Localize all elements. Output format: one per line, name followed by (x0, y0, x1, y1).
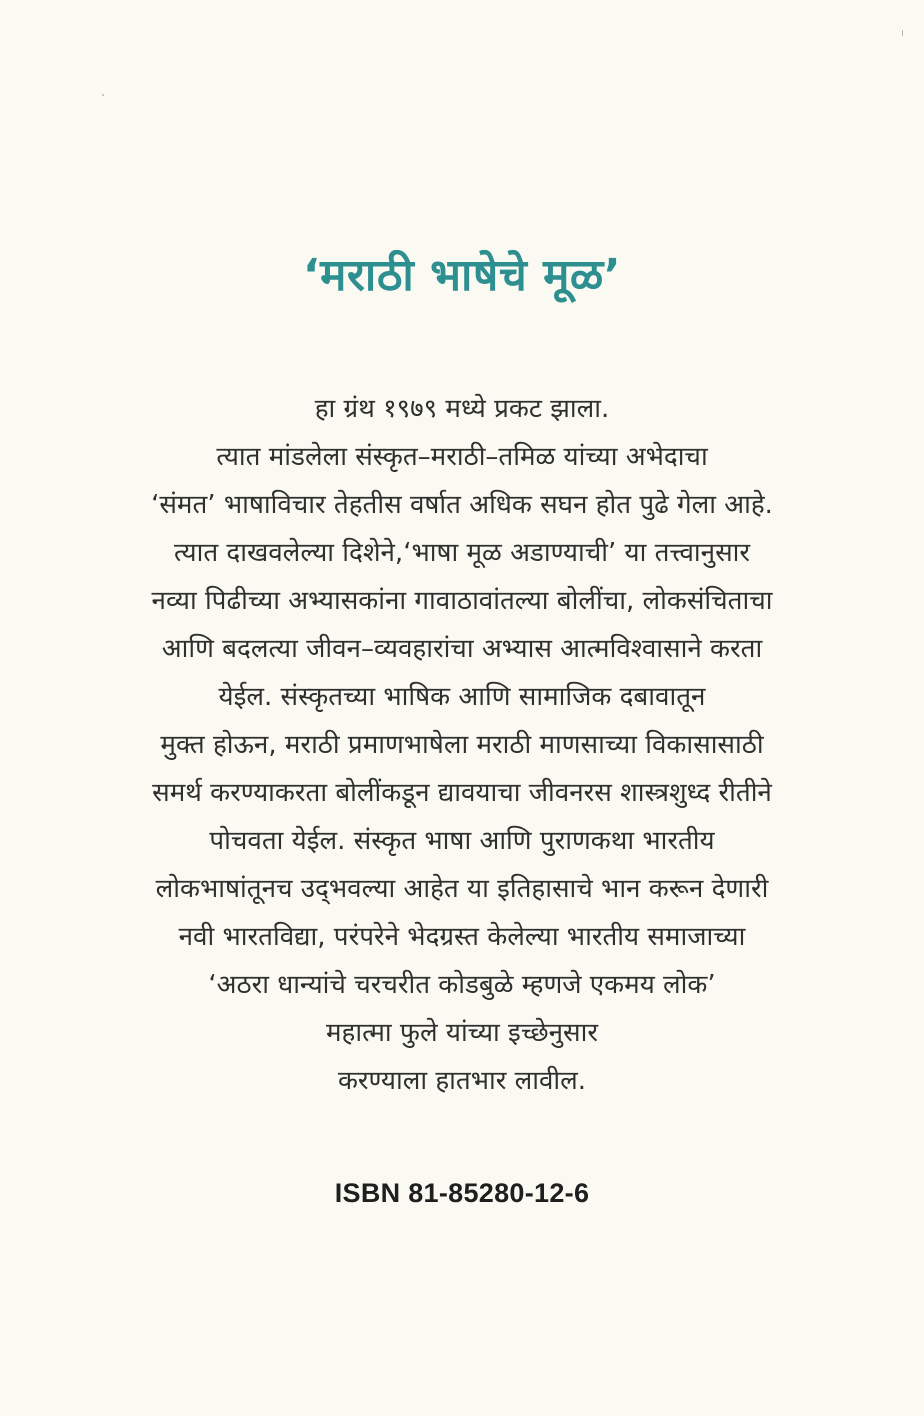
blurb-line: लोकभाषांतूनच उद्‌भवल्या आहेत या इतिहासाचे भान करून देणारी (155, 874, 769, 904)
blurb-line: ‘अठरा धान्यांचे चरचरीत कोडबुळे म्हणजे एकमय लोक’ (208, 970, 716, 1000)
blurb-line: समर्थ करण्याकरता बोलींकडून द्यावयाचा जीवनरस शास्त्रशुध्द रीतीने (152, 778, 772, 808)
isbn-number: ISBN 81-85280-12-6 (334, 1178, 590, 1208)
blurb-line: नव्या पिढीच्या अभ्यासकांना गावाठावांतल्या बोलींचा, लोकसंचिताचा (151, 586, 773, 616)
blurb-line: मुक्त होऊन, मराठी प्रमाणभाषेला मराठी माणसाच्या विकासासाठी (160, 730, 764, 760)
blurb-line: ‘संमत’ भाषाविचार तेहतीस वर्षात अधिक सघन होत पुढे गेला आहे. (151, 490, 773, 520)
paper-speck (102, 94, 104, 96)
blurb-line: महात्मा फुले यांच्या इच्छेनुसार (325, 1018, 598, 1048)
blurb-line: करण्याला हातभार लावील. (337, 1066, 587, 1096)
paper-speck (902, 30, 903, 36)
blurb-paragraph (40, 385, 884, 1105)
blurb-line: त्यात मांडलेला संस्कृत–मराठी–तमिळ यांच्या अभेदाचा (216, 442, 708, 472)
blurb-line: हा ग्रंथ १९७९ मध्ये प्रकट झाला. (314, 394, 610, 424)
blurb-line: पोचवता येईल. संस्कृत भाषा आणि पुराणकथा भारतीय (209, 826, 715, 856)
blurb-line: नवी भारतविद्या, परंपरेने भेदग्रस्त केलेल्या भारतीय समाजाच्या (178, 922, 746, 952)
blurb-line: त्यात दाखवलेल्या दिशेने,‘भाषा मूळ अडाण्याची’ या तत्त्वानुसार (173, 538, 751, 568)
page-title: ‘मराठी भाषेचे मूळ’ (302, 250, 622, 301)
blurb-line: येईल. संस्कृतच्या भाषिक आणि सामाजिक दबावातून (218, 682, 706, 712)
blurb-line: आणि बदलत्या जीवन–व्यवहारांचा अभ्यास आत्मविश्वासाने करता (161, 634, 763, 664)
